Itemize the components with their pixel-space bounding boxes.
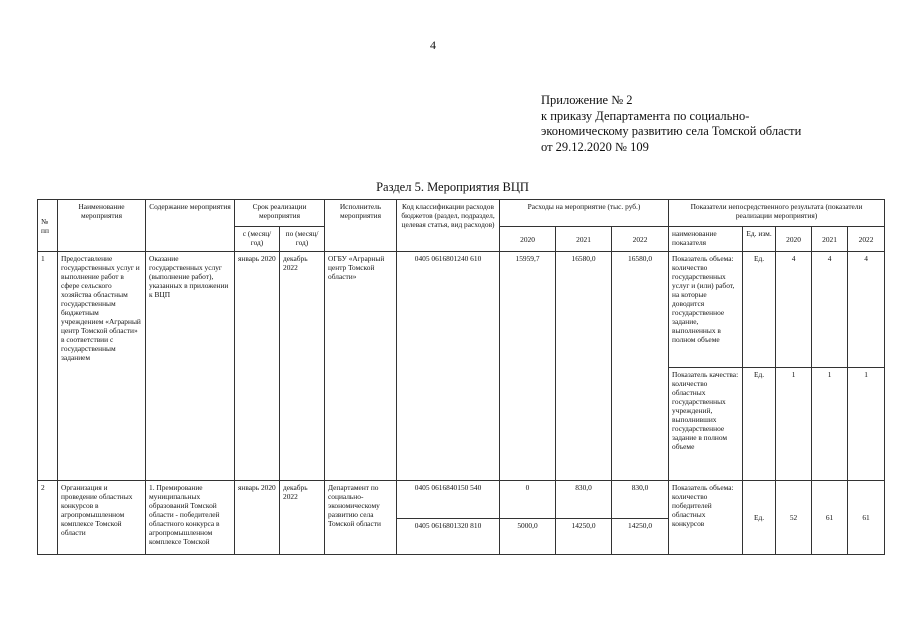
header-exp-2021: 2021 (556, 227, 612, 252)
appendix-line-2: к приказу Департамента по социально- (541, 108, 750, 123)
section-title: Раздел 5. Мероприятия ВЦП (376, 180, 529, 194)
header-results: Показатели непосредственного результата (показатели реализации мероприятия) (669, 200, 885, 227)
header-expenses: Расходы на мероприятие (тыс. руб.) (500, 200, 669, 227)
appendix-line-1: Приложение № 2 (541, 93, 633, 107)
header-content: Содержание мероприятия (146, 200, 235, 252)
row1-exp-2021: 16580,0 (556, 252, 612, 481)
row2-executor: Департамент по социально-экономическому развитию села Томской области (325, 481, 397, 555)
table-row (38, 252, 885, 368)
row2-c1-2020: 0 (500, 481, 556, 519)
header-unit: Ед. изм. (743, 227, 776, 252)
row1-ind1-2020: 4 (776, 252, 812, 368)
row2-ind-2020: 52 (776, 481, 812, 555)
row2-content: 1. Премирование муниципальных образований Томской области - победителей областного конкурса в агропромышленном комплексе Томской (146, 481, 235, 555)
header-res-2021: 2021 (812, 227, 848, 252)
row2-code-1: 0405 0616840150 540 (397, 481, 500, 519)
row2-name: Организация и проведение областных конкурсов в агропромышленном комплексе Томской области (58, 481, 146, 555)
row1-ind2-2021: 1 (812, 368, 848, 481)
header-code: Код классификации расходов бюджетов (раздел, подраздел, целевая статья, вид расходов) (397, 200, 500, 252)
header-exp-2020: 2020 (500, 227, 556, 252)
header-res-2020: 2020 (776, 227, 812, 252)
row2-c2-2021: 14250,0 (556, 519, 612, 555)
row1-ind2-2020: 1 (776, 368, 812, 481)
appendix-line-3: экономическому развитию села Томской области (541, 124, 802, 138)
row1-to: декабрь 2022 (280, 252, 325, 481)
row1-ind1-2021: 4 (812, 252, 848, 368)
row1-num: 1 (38, 252, 58, 481)
header-executor: Исполнитель мероприятия (325, 200, 397, 252)
row1-ind2-unit: Ед. (743, 368, 776, 481)
header-name: Наименование мероприятия (58, 200, 146, 252)
row2-ind-unit: Ед. (743, 481, 776, 555)
appendix-block (541, 93, 801, 155)
row2-code-2: 0405 0616801320 810 (397, 519, 500, 555)
row2-c1-2021: 830,0 (556, 481, 612, 519)
row2-ind-2022: 61 (848, 481, 885, 555)
row1-executor: ОГБУ «Аграрный центр Томской области» (325, 252, 397, 481)
row2-ind-2021: 61 (812, 481, 848, 555)
header-term-to: по (месяц/год) (280, 227, 325, 252)
row1-ind1-name: Показатель объема: количество государственных услуг и (или) работ, на которые доводится государственное задание, выполненных в полном объеме (669, 252, 743, 368)
row1-from: январь 2020 (235, 252, 280, 481)
row2-c1-2022: 830,0 (612, 481, 669, 519)
row1-exp-2022: 16580,0 (612, 252, 669, 481)
header-num: № пп (38, 200, 58, 252)
row1-ind2-2022: 1 (848, 368, 885, 481)
header-term-from: с (месяц/год) (235, 227, 280, 252)
row1-content: Оказание государственных услуг (выполнение работ), указанных в приложении к ВЦП (146, 252, 235, 481)
header-res-2022: 2022 (848, 227, 885, 252)
row1-ind1-2022: 4 (848, 252, 885, 368)
header-term: Срок реализации мероприятия (235, 200, 325, 227)
row2-c2-2020: 5000,0 (500, 519, 556, 555)
page-number: 4 (430, 38, 436, 52)
header-exp-2022: 2022 (612, 227, 669, 252)
row2-num: 2 (38, 481, 58, 555)
row2-c2-2022: 14250,0 (612, 519, 669, 555)
row2-ind-name: Показатель объема: количество победителей областных конкурсов (669, 481, 743, 555)
row1-exp-2020: 15959,7 (500, 252, 556, 481)
activities-table (37, 199, 885, 555)
header-row-1 (38, 200, 885, 227)
row1-ind2-name: Показатель качества: количество областных государственных учреждений, выполнивших государственное задание в полном объеме (669, 368, 743, 481)
row1-ind1-unit: Ед. (743, 252, 776, 368)
appendix-line-4: от 29.12.2020 № 109 (541, 139, 649, 154)
table-row (38, 481, 885, 519)
header-ind-name: наименование показателя (669, 227, 743, 252)
row1-name: Предоставление государственных услуг и выполнение работ в сфере сельского хозяйства областным государственным бюджетным учреждением «Аграрный центр Томской области» в соответствии с государственным заданием (58, 252, 146, 481)
row1-code: 0405 0616801240 610 (397, 252, 500, 481)
row2-to: декабрь 2022 (280, 481, 325, 555)
row2-from: январь 2020 (235, 481, 280, 555)
